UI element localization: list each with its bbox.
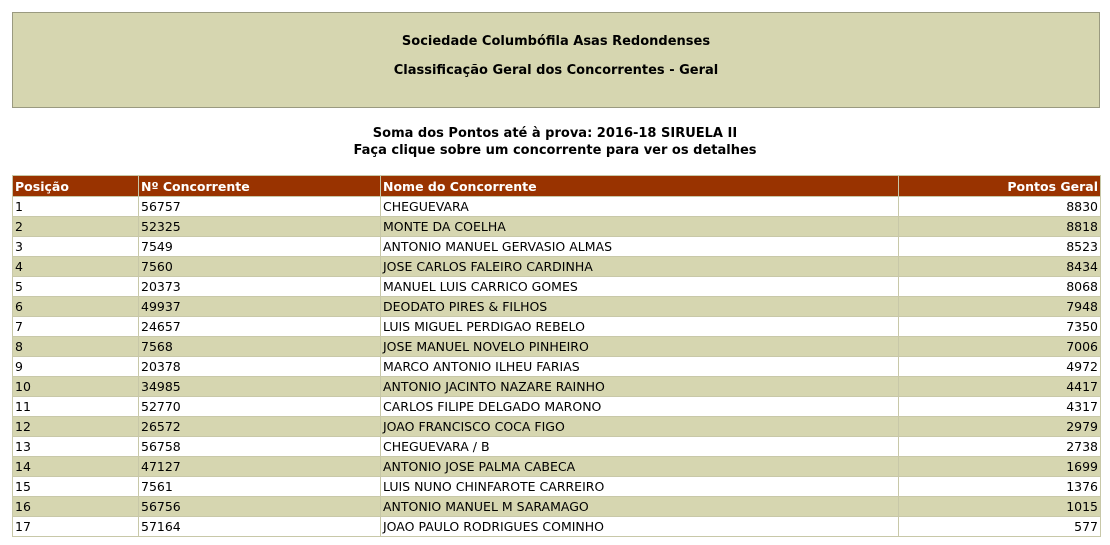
cell-competitor-name[interactable]: CHEGUEVARA	[381, 197, 899, 217]
table-row[interactable]	[13, 197, 1101, 217]
cell-position[interactable]: 17	[13, 517, 139, 537]
cell-competitor-number[interactable]: 20378	[139, 357, 381, 377]
cell-position[interactable]: 10	[13, 377, 139, 397]
ranking-table	[12, 175, 1101, 537]
table-row[interactable]	[13, 377, 1101, 397]
cell-position[interactable]: 12	[13, 417, 139, 437]
cell-competitor-number[interactable]: 56757	[139, 197, 381, 217]
column-header-competitor-name: Nome do Concorrente	[381, 176, 899, 197]
points-summary: Soma dos Pontos até à prova: 2016-18 SIRUELA II	[372, 126, 738, 141]
cell-points[interactable]: 8818	[899, 217, 1101, 237]
cell-competitor-name[interactable]: DEODATO PIRES & FILHOS	[381, 297, 899, 317]
cell-competitor-name[interactable]: JOSE CARLOS FALEIRO CARDINHA	[381, 257, 899, 277]
cell-position[interactable]: 14	[13, 457, 139, 477]
cell-competitor-number[interactable]: 7561	[139, 477, 381, 497]
cell-position[interactable]: 4	[13, 257, 139, 277]
cell-points[interactable]: 8830	[899, 197, 1101, 217]
cell-points[interactable]: 1376	[899, 477, 1101, 497]
cell-position[interactable]: 3	[13, 237, 139, 257]
cell-points[interactable]: 4317	[899, 397, 1101, 417]
table-row[interactable]	[13, 517, 1101, 537]
cell-points[interactable]: 577	[899, 517, 1101, 537]
cell-points[interactable]: 2979	[899, 417, 1101, 437]
cell-competitor-name[interactable]: ANTONIO JACINTO NAZARE RAINHO	[381, 377, 899, 397]
table-row[interactable]	[13, 277, 1101, 297]
cell-position[interactable]: 1	[13, 197, 139, 217]
table-row[interactable]	[13, 337, 1101, 357]
cell-competitor-number[interactable]: 7549	[139, 237, 381, 257]
cell-position[interactable]: 15	[13, 477, 139, 497]
cell-position[interactable]: 8	[13, 337, 139, 357]
cell-competitor-number[interactable]: 47127	[139, 457, 381, 477]
cell-competitor-name[interactable]: CHEGUEVARA / B	[381, 437, 899, 457]
cell-competitor-name[interactable]: ANTONIO MANUEL M SARAMAGO	[381, 497, 899, 517]
cell-position[interactable]: 13	[13, 437, 139, 457]
table-row[interactable]	[13, 257, 1101, 277]
cell-competitor-number[interactable]: 34985	[139, 377, 381, 397]
cell-points[interactable]: 4417	[899, 377, 1101, 397]
cell-points[interactable]: 8434	[899, 257, 1101, 277]
cell-points[interactable]: 7350	[899, 317, 1101, 337]
table-row[interactable]	[13, 237, 1101, 257]
cell-competitor-name[interactable]: LUIS MIGUEL PERDIGAO REBELO	[381, 317, 899, 337]
table-row[interactable]	[13, 217, 1101, 237]
cell-competitor-name[interactable]: ANTONIO JOSE PALMA CABECA	[381, 457, 899, 477]
table-row[interactable]	[13, 417, 1101, 437]
column-header-competitor-number: Nº Concorrente	[139, 176, 381, 197]
cell-position[interactable]: 16	[13, 497, 139, 517]
cell-competitor-name[interactable]: MARCO ANTONIO ILHEU FARIAS	[381, 357, 899, 377]
cell-competitor-number[interactable]: 7568	[139, 337, 381, 357]
table-row[interactable]	[13, 457, 1101, 477]
cell-competitor-name[interactable]: MANUEL LUIS CARRICO GOMES	[381, 277, 899, 297]
table-row[interactable]	[13, 297, 1101, 317]
table-row[interactable]	[13, 317, 1101, 337]
cell-competitor-name[interactable]: LUIS NUNO CHINFAROTE CARREIRO	[381, 477, 899, 497]
table-row[interactable]	[13, 477, 1101, 497]
cell-competitor-number[interactable]: 20373	[139, 277, 381, 297]
cell-competitor-number[interactable]: 56758	[139, 437, 381, 457]
page-header	[12, 12, 1100, 108]
cell-position[interactable]: 6	[13, 297, 139, 317]
cell-points[interactable]: 1699	[899, 457, 1101, 477]
cell-competitor-number[interactable]: 24657	[139, 317, 381, 337]
cell-competitor-number[interactable]: 57164	[139, 517, 381, 537]
table-row[interactable]	[13, 397, 1101, 417]
click-instruction: Faça clique sobre um concorrente para ver os detalhes	[353, 143, 757, 158]
cell-position[interactable]: 9	[13, 357, 139, 377]
cell-competitor-name[interactable]: JOSE MANUEL NOVELO PINHEIRO	[381, 337, 899, 357]
table-row[interactable]	[13, 497, 1101, 517]
cell-competitor-number[interactable]: 49937	[139, 297, 381, 317]
cell-competitor-name[interactable]: JOAO FRANCISCO COCA FIGO	[381, 417, 899, 437]
cell-points[interactable]: 7948	[899, 297, 1101, 317]
page-title: Classificação Geral dos Concorrentes - Geral	[393, 63, 719, 78]
cell-position[interactable]: 2	[13, 217, 139, 237]
cell-position[interactable]: 5	[13, 277, 139, 297]
cell-competitor-number[interactable]: 52770	[139, 397, 381, 417]
cell-competitor-number[interactable]: 26572	[139, 417, 381, 437]
table-header-row	[13, 176, 1101, 197]
cell-points[interactable]: 7006	[899, 337, 1101, 357]
cell-points[interactable]: 4972	[899, 357, 1101, 377]
cell-points[interactable]: 2738	[899, 437, 1101, 457]
cell-competitor-name[interactable]: CARLOS FILIPE DELGADO MARONO	[381, 397, 899, 417]
cell-points[interactable]: 1015	[899, 497, 1101, 517]
column-header-position: Posição	[13, 176, 139, 197]
cell-position[interactable]: 7	[13, 317, 139, 337]
cell-competitor-number[interactable]: 56756	[139, 497, 381, 517]
cell-competitor-number[interactable]: 7560	[139, 257, 381, 277]
cell-competitor-name[interactable]: ANTONIO MANUEL GERVASIO ALMAS	[381, 237, 899, 257]
column-header-points: Pontos Geral	[899, 176, 1101, 197]
cell-competitor-number[interactable]: 52325	[139, 217, 381, 237]
cell-points[interactable]: 8523	[899, 237, 1101, 257]
cell-points[interactable]: 8068	[899, 277, 1101, 297]
table-row[interactable]	[13, 437, 1101, 457]
club-name: Sociedade Columbófila Asas Redondenses	[401, 34, 711, 49]
cell-position[interactable]: 11	[13, 397, 139, 417]
cell-competitor-name[interactable]: MONTE DA COELHA	[381, 217, 899, 237]
table-row[interactable]	[13, 357, 1101, 377]
cell-competitor-name[interactable]: JOAO PAULO RODRIGUES COMINHO	[381, 517, 899, 537]
